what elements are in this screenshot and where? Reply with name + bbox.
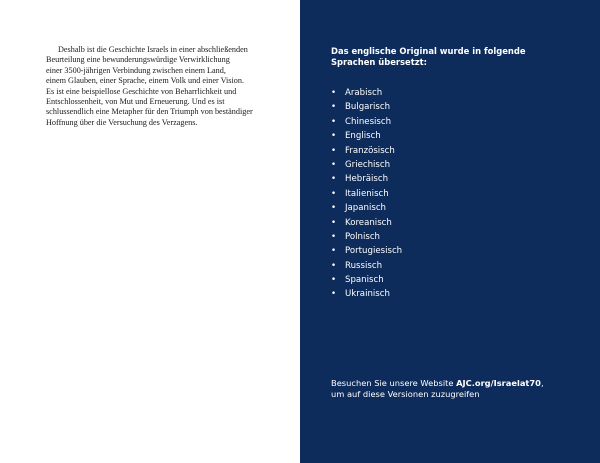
bullet-icon: • — [331, 231, 337, 242]
list-item — [331, 158, 402, 172]
list-item — [331, 187, 402, 201]
bullet-icon: • — [331, 188, 337, 199]
history-paragraph — [46, 45, 286, 128]
translations-heading — [331, 46, 571, 68]
language-label: Bulgarisch — [345, 102, 391, 113]
language-label: Russisch — [345, 260, 383, 271]
website-note-prefix: Besuchen Sie unsere Website — [331, 378, 457, 388]
language-label: Chinesisch — [345, 116, 392, 127]
heading-line: Sprachen übersetzt: — [331, 57, 427, 67]
bullet-icon: • — [331, 289, 337, 300]
paragraph-line: Beurteilung eine bewunderungswürdige Verwirklichung — [46, 55, 230, 65]
language-label: Koreanisch — [345, 217, 392, 228]
translations-panel — [300, 0, 600, 463]
website-note-line: um auf diese Versionen zuzugreifen — [331, 389, 480, 399]
website-note — [331, 378, 581, 400]
paragraph-line: Es ist eine beispiellose Geschichte von Beharrlichkeit und — [46, 86, 237, 96]
bullet-icon: • — [331, 246, 337, 257]
paragraph-line: Deshalb ist die Geschichte Israels in einer abschließenden — [58, 45, 248, 54]
language-label: Ukrainisch — [345, 289, 390, 300]
bullet-icon: • — [331, 159, 337, 170]
language-label: Japanisch — [345, 203, 387, 214]
list-item — [331, 287, 402, 301]
heading-line: Das englische Original wurde in folgende — [331, 46, 526, 56]
bullet-icon: • — [331, 217, 337, 228]
language-label: Polnisch — [345, 231, 381, 242]
list-item — [331, 216, 402, 230]
list-item — [331, 86, 402, 100]
website-note-suffix: , — [540, 378, 544, 388]
bullet-icon: • — [331, 145, 337, 156]
language-label: Englisch — [345, 131, 381, 142]
language-label: Italienisch — [345, 188, 389, 199]
paragraph-line: Hoffnung über die Versuchung des Verzagens. — [46, 117, 198, 127]
list-item — [331, 144, 402, 158]
bullet-icon: • — [331, 174, 337, 185]
language-label: Französisch — [345, 145, 395, 156]
list-item — [331, 100, 402, 114]
list-item — [331, 244, 402, 258]
paragraph-line: einer 3500-jährigen Verbindung zwischen einem Land, — [46, 65, 226, 75]
bullet-icon: • — [331, 260, 337, 271]
list-item — [331, 259, 402, 273]
list-item — [331, 273, 402, 287]
paragraph-line: schlussendlich eine Metapher für den Triumph von beständiger — [46, 107, 253, 117]
bullet-icon: • — [331, 102, 337, 113]
bullet-icon: • — [331, 203, 337, 214]
list-item — [331, 115, 402, 129]
language-label: Arabisch — [345, 88, 383, 98]
website-link[interactable]: AJC.org/Israelat70 — [456, 378, 541, 388]
language-label: Hebräisch — [345, 174, 389, 185]
paragraph-line: Entschlossenheit, von Mut und Erneuerung. Und es ist — [46, 97, 225, 107]
list-item — [331, 230, 402, 244]
bullet-icon: • — [331, 131, 337, 142]
website-note-line — [331, 378, 581, 389]
paragraph-line: einem Glauben, einer Sprache, einem Volk und einer Vision. — [46, 76, 245, 86]
language-label: Portugiesisch — [345, 246, 403, 257]
bullet-icon: • — [331, 116, 337, 127]
bullet-icon: • — [331, 275, 337, 286]
language-label: Spanisch — [345, 275, 384, 286]
language-list — [331, 86, 402, 302]
list-item — [331, 201, 402, 215]
bullet-icon: • — [331, 88, 337, 98]
language-label: Griechisch — [345, 159, 391, 170]
list-item — [331, 129, 402, 143]
list-item — [331, 172, 402, 186]
